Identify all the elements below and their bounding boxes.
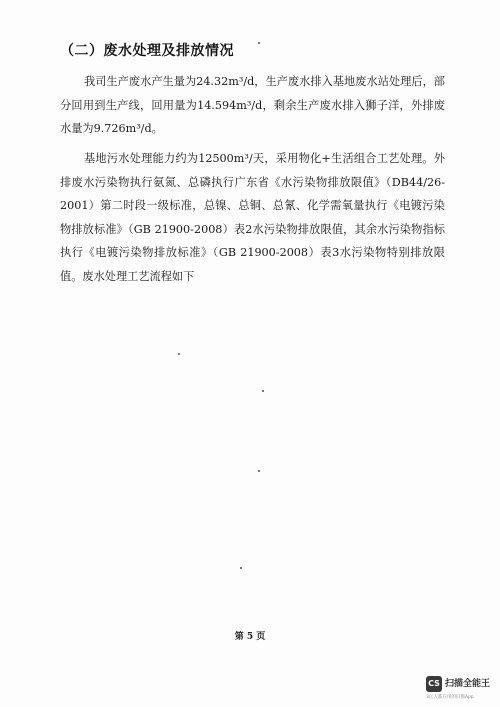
- watermark-app-name: 扫描全能王: [445, 679, 491, 689]
- paragraph-treatment-standards: 基地污水处理能力约为12500m³/天，采用物化+生活组合工艺处理。外排废水污染物执行氨氮、总磷执行广东省《水污染物排放限值》（DB44/26-2001）第二时段一级标准，总镍、总铜、总氰、化学需氧量执行《电镀污染物排放标准》（GB 21900-2008）表2水污染物排放限值，其余水污染物指标执行《电镀污染物排放标准》（GB 21900-2008）表3水污染物特别排放限值。废水处理工艺流程如下: [60, 152, 445, 283]
- section-heading: （二）废水处理及排放情况: [60, 43, 234, 59]
- scan-speck: [240, 567, 242, 569]
- scan-speck: [178, 353, 180, 355]
- page-number: 第 5 页: [234, 632, 266, 642]
- watermark-tagline: 3亿人都在用的扫描App: [426, 695, 474, 700]
- camscanner-logo-icon: CS: [426, 676, 442, 692]
- paragraph-wastewater-volume: 我司生产废水产生量为24.32m³/d，生产废水排入基地废水站处理后，部分回用到生产线，回用量为14.594m³/d，剩余生产废水排入狮子洋，外排废水量为9.726m³/d。: [60, 75, 445, 135]
- scan-speck: [258, 470, 260, 472]
- scanner-watermark: [426, 674, 498, 702]
- scan-speck: [262, 390, 264, 392]
- scan-speck: [258, 42, 260, 44]
